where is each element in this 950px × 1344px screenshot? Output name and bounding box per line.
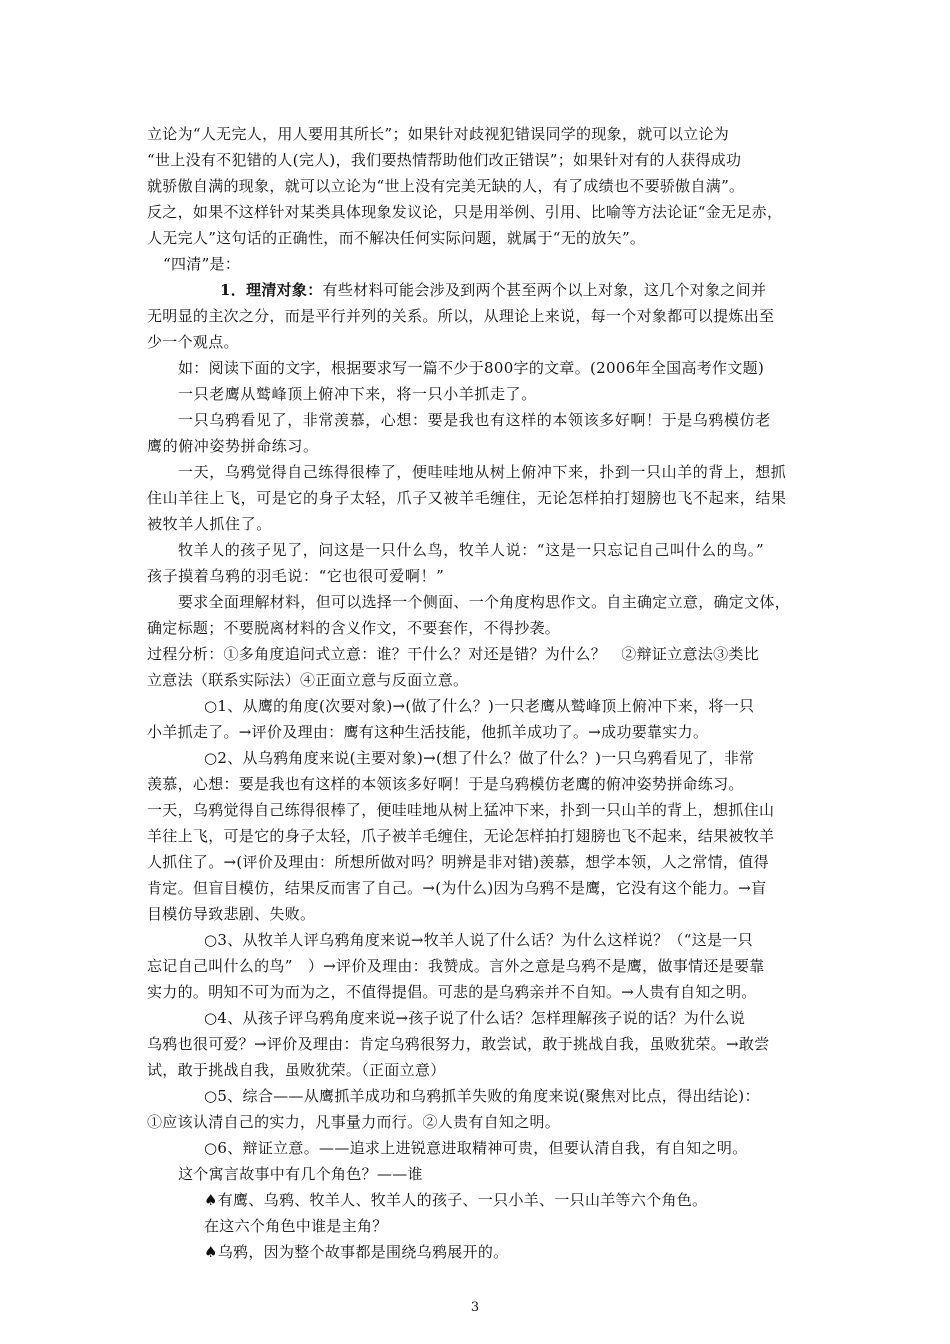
text-line: ○6、辩证立意。——追求上进锐意进取精神可贵，但要认清自我，有自知之明。 — [204, 1139, 748, 1157]
text-line: 少一个观点。 — [147, 333, 239, 351]
text-line: ○5、综合——从鹰抓羊成功和乌鸦抓羊失败的角度来说(聚焦对比点，得出结论)： — [204, 1087, 760, 1105]
text-line: 牧羊人的孩子见了，问这是一只什么鸟，牧羊人说：“这是一只忘记自己叫什么的鸟。” — [178, 541, 765, 559]
text-line: “四清”是： — [163, 255, 241, 273]
text-line: 忘记自己叫什么的鸟” ）→评价及理由：我赞成。言外之意是乌鸦不是鹰，做事情还是要靠 — [147, 957, 765, 975]
text-line-content: 有些材料可能会涉及到两个甚至两个以上对象，这几个对象之间并 — [322, 281, 767, 299]
section-heading: 1．理清对象： — [220, 281, 323, 299]
text-line: 人抓住了。→(评价及理由：所想所做对吗？明辨是非对错)羡慕，想学本领，人之常情，值得 — [147, 853, 769, 871]
text-line: 乌鸦也很可爱？→评价及理由：肯定乌鸦很努力，敢尝试，敢于挑战自我，虽败犹荣。→敢尝 — [147, 1035, 770, 1053]
text-line: ○4、从孩子评乌鸦角度来说→孩子说了什么话？怎样理解孩子说的话？为什么说 — [204, 1009, 746, 1027]
text-line: 试，敢于挑战自我，虽败犹荣。（正面立意） — [147, 1061, 446, 1079]
text-line: 立论为“人无完人，用人要用其所长”；如果针对歧视犯错误同学的现象，就可以立论为 — [147, 125, 730, 143]
text-line: 一天，乌鸦觉得自己练得很棒了，便哇哇地从树上猛冲下来，扑到一只山羊的背上，想抓住山 — [147, 801, 775, 819]
text-line: 一只老鹰从鹫峰顶上俯冲下来，将一只小羊抓走了。 — [178, 385, 537, 403]
text-line: ○2、从乌鸦角度来说(主要对象)→(想了什么？做了什么？)一只乌鸦看见了，非常 — [204, 749, 755, 767]
text-line: 无明显的主次之分，而是平行并列的关系。所以，从理论上来说，每一个对象都可以提炼出至 — [147, 307, 775, 325]
text-line: 鹰的俯冲姿势拼命练习。 — [147, 437, 319, 455]
text-line: ♠乌鸦，因为整个故事都是围绕乌鸦展开的。 — [204, 1243, 509, 1261]
text-line: 小羊抓走了。→评价及理由：鹰有这种生活技能，他抓羊成功了。→成功要靠实力。 — [147, 723, 709, 741]
text-line: ♠有鹰、乌鸦、牧羊人、牧羊人的孩子、一只小羊、一只山羊等六个角色。 — [204, 1191, 708, 1209]
text-line: 肯定。但盲目模仿，结果反而害了自己。→(为什么)因为乌鸦不是鹰，它没有这个能力。→盲 — [147, 879, 767, 897]
text-line: 人无完人”这句话的正确性，而不解决任何实际问题，就属于“无的放矢”。 — [147, 229, 646, 247]
text-line: 一只乌鸦看见了，非常羡慕，心想：要是我也有这样的本领该多好啊！于是乌鸦模仿老 — [178, 411, 771, 429]
text-line: ○3、从牧羊人评乌鸦角度来说→牧羊人说了什么话？为什么这样说？（“这是一只 — [204, 931, 753, 949]
text-line: 确定标题；不要脱离材料的含义作文，不要套作，不得抄袭。 — [147, 619, 561, 637]
text-line: 羊往上飞，可是它的身子太轻，爪子被羊毛缠住，无论怎样拍打翅膀也飞不起来，结果被牧羊 — [147, 827, 775, 845]
text-line: 要求全面理解材料，但可以选择一个侧面、一个角度构思作文。自主确定立意，确定文体， — [178, 593, 791, 611]
text-line: 反之，如果不这样针对某类具体现象发议论，只是用举例、引用、比喻等方法论证“金无足赤， — [147, 203, 783, 221]
text-line: 如：阅读下面的文字，根据要求写一篇不少于800字的文章。(2006年全国高考作文题) — [178, 359, 765, 377]
text-line: 目模仿导致悲剧、失败。 — [147, 905, 316, 923]
text-line: “世上没有不犯错的人(完人)，我们要热情帮助他们改正错误”；如果针对有的人获得成功 — [147, 151, 742, 169]
text-line: 羡慕，心想：要是我也有这样的本领该多好啊！于是乌鸦模仿老鹰的俯冲姿势拼命练习。 — [147, 775, 744, 793]
text-line: ①应该认清自己的实力，凡事量力而行。②人贵有自知之明。 — [147, 1113, 561, 1131]
text-line — [220, 280, 766, 300]
text-line: 被牧羊人抓住了。 — [147, 515, 272, 533]
text-line: 在这六个角色中谁是主角？ — [204, 1217, 388, 1235]
page-number: 3 — [470, 1300, 480, 1315]
text-line: ○1、从鹰的角度(次要对象)→(做了什么？)一只老鹰从鹫峰顶上俯冲下来，将一只 — [204, 697, 755, 715]
text-line: 就骄傲自满的现象，就可以立论为“世上没有完美无缺的人，有了成绩也不要骄傲自满”。 — [147, 177, 745, 195]
text-line: 立意法（联系实际法）④正面立意与反面立意。 — [147, 671, 469, 689]
text-line: 一天，乌鸦觉得自己练得很棒了，便哇哇地从树上俯冲下来，扑到一只山羊的背上，想抓 — [178, 463, 787, 481]
text-line: 实力的。明知不可为而为之，不值得提倡。可悲的是乌鸦亲并不自知。→人贵有自知之明。 — [147, 983, 757, 1001]
text-line: 住山羊往上飞，可是它的身子太轻，爪子又被羊毛缠住，无论怎样拍打翅膀也飞不起来，结果 — [147, 489, 787, 507]
text-line: 这个寓言故事中有几个角色？——谁 — [178, 1165, 423, 1183]
text-line: 孩子摸着乌鸦的羽毛说：“它也很可爱啊！” — [147, 567, 445, 585]
text-line: 过程分析：①多角度追问式立意：谁？干什么？对还是错？为什么？ ②辩证立意法③类比 — [147, 645, 760, 663]
